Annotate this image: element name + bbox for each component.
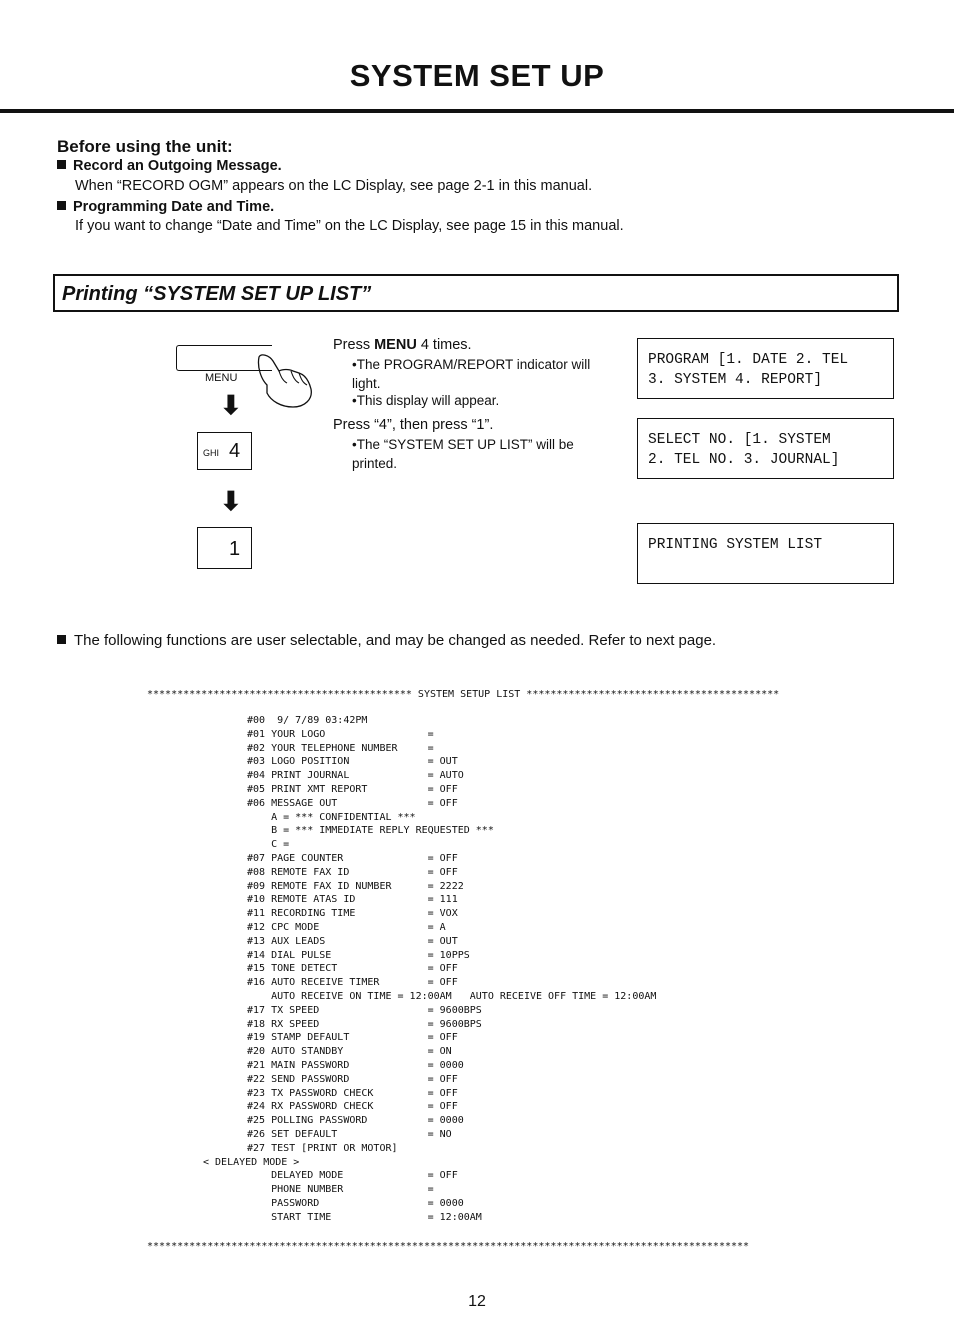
printout-line: #18 RX SPEED = 9600BPS: [247, 1018, 482, 1030]
printout-line: #17 TX SPEED = 9600BPS: [247, 1004, 482, 1016]
printout-line: #10 REMOTE ATAS ID = 111: [247, 894, 458, 906]
arrow-down-icon: ⬇: [220, 390, 242, 420]
key-4: [197, 432, 252, 470]
note-text: The following functions are user selectable, and may be changed as needed. Refer to next page.: [74, 632, 717, 649]
printout-line: #23 TX PASSWORD CHECK = OFF: [247, 1087, 458, 1099]
printout-line: #15 TONE DETECT = OFF: [247, 963, 458, 975]
printout-footer: ****************************************************************************************************: [147, 1241, 750, 1252]
step1-bullet2: •This display will appear.: [352, 393, 500, 408]
bullet-heading-date: [57, 199, 274, 215]
printout-line: #09 REMOTE FAX ID NUMBER = 2222: [247, 880, 464, 892]
printout-line: START TIME = 12:00AM: [247, 1211, 482, 1223]
bullet-square-icon: [57, 160, 66, 169]
key-1: [197, 527, 252, 569]
printout-line: #25 POLLING PASSWORD = 0000: [247, 1115, 464, 1127]
page-title: SYSTEM SET UP: [349, 58, 605, 93]
bullet-square-icon: [57, 201, 66, 210]
printout-line: #06 MESSAGE OUT = OFF: [247, 797, 458, 809]
printout-line: #19 STAMP DEFAULT = OFF: [247, 1032, 458, 1044]
printout-line: #04 PRINT JOURNAL = AUTO: [247, 770, 464, 782]
step1-text: [333, 337, 472, 353]
printout-body: [203, 714, 657, 1224]
printout-line: #21 MAIN PASSWORD = 0000: [247, 1059, 464, 1071]
printout-line: #01 YOUR LOGO =: [247, 728, 434, 740]
printout-line: #26 SET DEFAULT = NO: [247, 1128, 452, 1140]
printout-line: #07 PAGE COUNTER = OFF: [247, 852, 458, 864]
step1-bold: MENU: [374, 337, 417, 353]
printout-line: #16 AUTO RECEIVE TIMER = OFF: [247, 977, 458, 989]
printout-line: B = *** IMMEDIATE REPLY REQUESTED ***: [247, 825, 494, 837]
printout-line: #24 RX PASSWORD CHECK = OFF: [247, 1101, 458, 1113]
printout-line: #12 CPC MODE = A: [247, 921, 446, 933]
printout-line: #03 LOGO POSITION = OUT: [247, 756, 458, 768]
bullet-text-ogm: When “RECORD OGM” appears on the LC Display, see page 2-1 in this manual.: [75, 178, 593, 194]
bullet-square-icon: [57, 635, 66, 644]
step1-suffix: 4 times.: [416, 337, 472, 353]
key-1-label: 1: [229, 538, 241, 560]
page-number: 12: [468, 1293, 486, 1310]
printout-line: A = *** CONFIDENTIAL ***: [247, 811, 416, 823]
printout-line: #00 9/ 7/89 03:42PM: [247, 715, 368, 726]
step2-bullet1: •The “SYSTEM SET UP LIST” will be printed.: [352, 437, 574, 471]
lcd-display-printing: PRINTING SYSTEM LIST: [637, 523, 894, 584]
printout-line: PASSWORD = 0000: [247, 1197, 464, 1209]
step1-prefix: Press: [333, 337, 375, 353]
step2-text: Press “4”, then press “1”.: [333, 417, 494, 433]
printout-line: #11 RECORDING TIME = VOX: [247, 908, 458, 920]
arrow-down-icon: ⬇: [220, 486, 242, 516]
bullet-label: Programming Date and Time.: [73, 199, 275, 215]
bullet-label: Record an Outgoing Message.: [73, 158, 282, 174]
bullet-text-date: If you want to change “Date and Time” on the LC Display, see page 15 in this manual.: [75, 218, 624, 234]
printout-line: #27 TEST [PRINT OR MOTOR]: [247, 1142, 398, 1154]
printout-line: #20 AUTO STANDBY = ON: [247, 1046, 452, 1058]
step1-bullet1: •The PROGRAM/REPORT indicator will light.: [352, 357, 591, 391]
bullet-heading-ogm: [57, 158, 282, 174]
printout-line: #22 SEND PASSWORD = OFF: [247, 1073, 458, 1085]
pressing-hand-icon: [253, 353, 317, 413]
printout-line: DELAYED MODE = OFF: [247, 1170, 458, 1182]
printout-line: C =: [247, 839, 290, 851]
printout-line: PHONE NUMBER =: [247, 1184, 434, 1196]
printout-header: ******************************************** SYSTEM SETUP LIST ******************************************: [147, 689, 780, 700]
printout-line: #14 DIAL PULSE = 10PPS: [247, 949, 470, 961]
title-rule: [0, 109, 954, 113]
printout-line: #05 PRINT XMT REPORT = OFF: [247, 783, 458, 795]
printout-line: AUTO RECEIVE ON TIME = 12:00AM AUTO RECEIVE OFF TIME = 12:00AM: [247, 990, 657, 1002]
before-heading: Before using the unit:: [57, 137, 233, 156]
note: [57, 632, 716, 649]
section-title: Printing “SYSTEM SET UP LIST”: [62, 283, 372, 305]
key-ghi-label: GHI: [203, 448, 220, 458]
key-4-label: 4: [229, 440, 241, 462]
printout-line: < DELAYED MODE >: [203, 1156, 300, 1168]
printout-line: #13 AUX LEADS = OUT: [247, 935, 458, 947]
printout-line: #08 REMOTE FAX ID = OFF: [247, 866, 458, 878]
lcd-display-program: PROGRAM [1. DATE 2. TEL 3. SYSTEM 4. REPORT]: [637, 338, 894, 399]
menu-key-label: MENU: [205, 372, 238, 384]
printout-line: #02 YOUR TELEPHONE NUMBER =: [247, 742, 434, 754]
lcd-display-select: SELECT NO. [1. SYSTEM 2. TEL NO. 3. JOURNAL]: [637, 418, 894, 479]
